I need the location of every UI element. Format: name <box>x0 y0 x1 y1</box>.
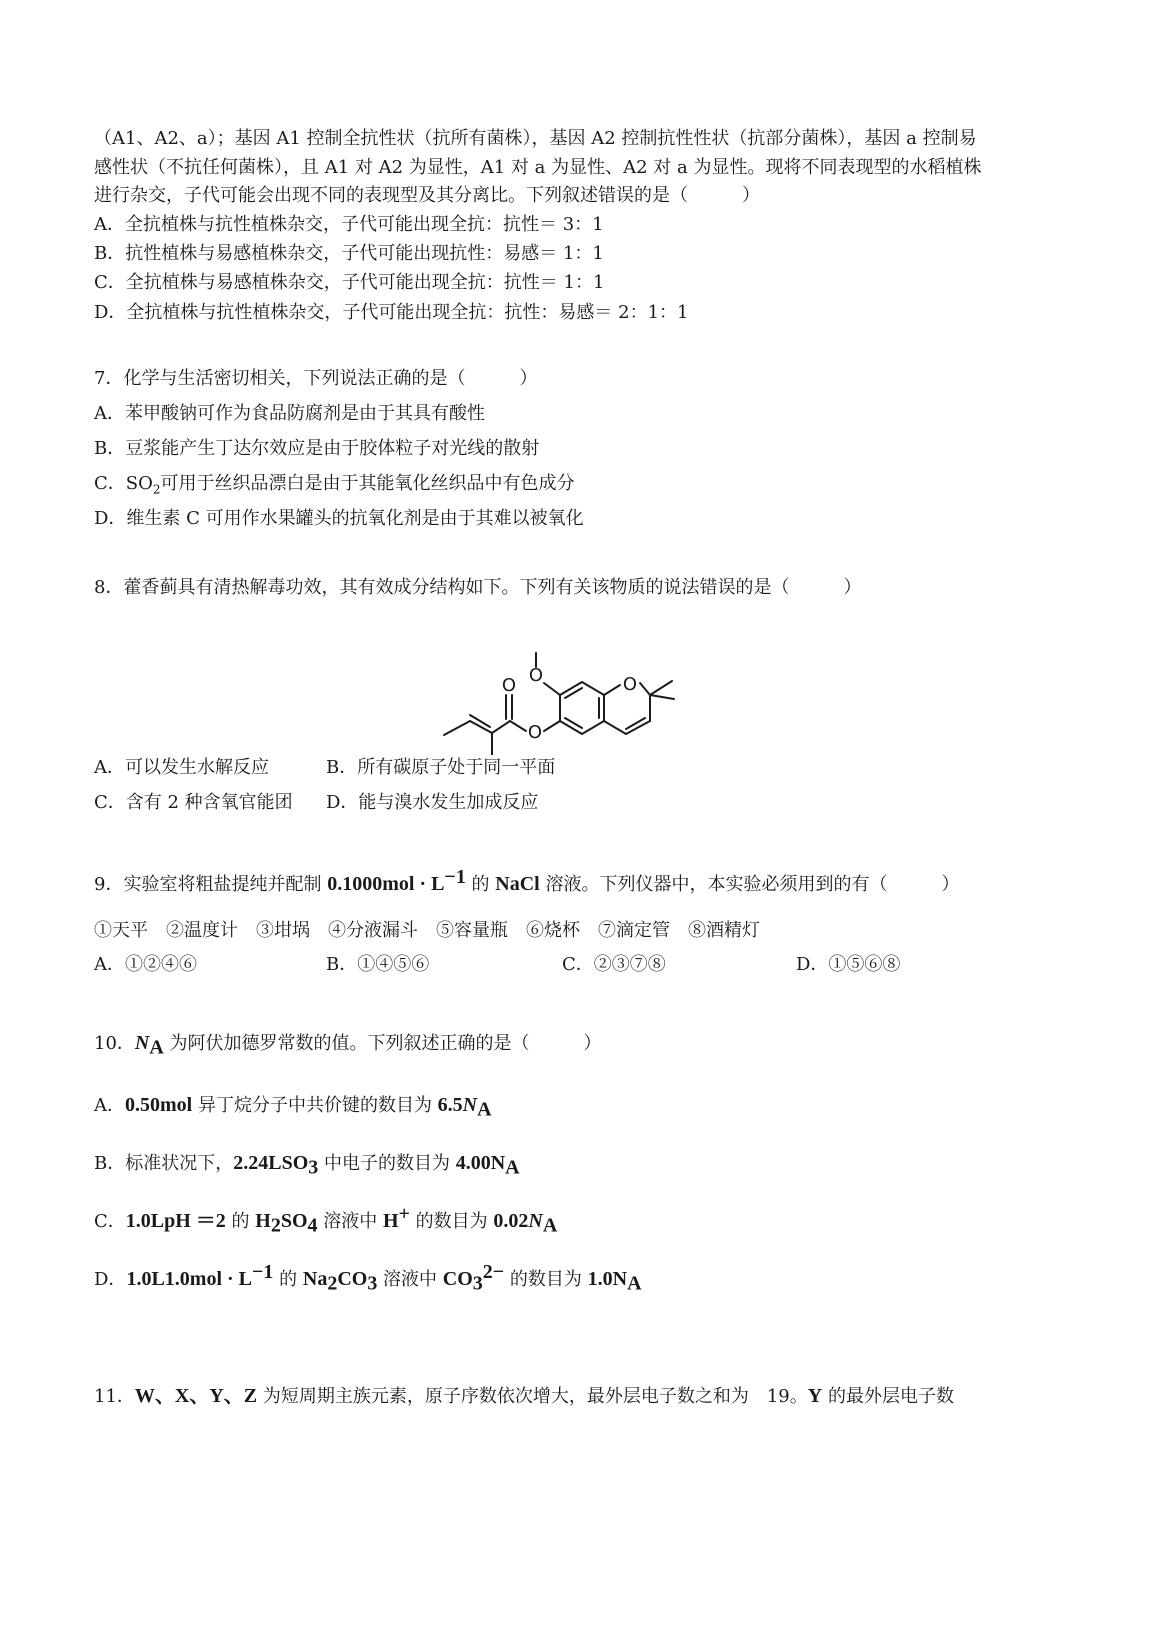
q6-option-b: B．抗性植株与易感植株杂交，子代可能出现抗性：易感＝ 1：1 <box>94 243 604 264</box>
q10-number: 10． <box>94 1033 135 1054</box>
q10-c-value: 0.02 <box>493 1210 529 1232</box>
q7-c-text: C．SO <box>94 473 153 494</box>
q10-d-amount: 1.0L1.0mol · L <box>126 1268 253 1290</box>
q10-c-ion-sup: + <box>398 1203 410 1225</box>
q10-d-salt-2: CO <box>337 1268 368 1290</box>
q11-y: Y <box>807 1385 823 1407</box>
q10-d-text-1: 的 <box>273 1269 303 1290</box>
q10-c-na: N <box>528 1210 543 1232</box>
q10-d-value: 1.0N <box>587 1268 628 1290</box>
q7-option-a: A．苯甲酸钠可作为食品防腐剂是由于其具有酸性 <box>94 403 485 424</box>
q10-b-amount: 2.24LSO <box>233 1152 309 1174</box>
q10-na-sub: A <box>149 1036 164 1059</box>
q10-na: N <box>134 1032 150 1054</box>
q10-c-na-sub: A <box>542 1214 558 1237</box>
q6-option-c: C．全抗植株与易感植株杂交，子代可能出现全抗：抗性＝ 1：1 <box>94 272 605 293</box>
q7-c-text-2: 可用于丝织品漂白是由于其能氧化丝织品中有色成分 <box>160 473 575 494</box>
q10-option-b <box>94 1152 520 1179</box>
q9-option-c: C．②③⑦⑧ <box>562 954 666 975</box>
q9-option-d: D．①⑤⑥⑧ <box>796 954 901 975</box>
q11-text-2: 的最外层电子数 <box>822 1386 954 1407</box>
ring-oxygen-label: O <box>622 674 638 695</box>
q10-c-volume: 1.0LpH ＝2 <box>125 1210 226 1232</box>
q7-option-d: D．维生素 C 可用作水果罐头的抗氧化剂是由于其难以被氧化 <box>94 508 584 529</box>
q10-option-d <box>94 1261 642 1295</box>
q10-c-ion: H <box>382 1210 399 1232</box>
q10-b-label: B．标准状况下， <box>94 1153 234 1174</box>
q7-c-sub: 2 <box>152 482 161 497</box>
q10-c-text-1: 的 <box>225 1211 256 1232</box>
q10-c-acid-sub-1: 2 <box>270 1214 281 1237</box>
q10-d-text-2: 溶液中 <box>377 1269 443 1290</box>
q10-a-amount: 0.50mol <box>125 1094 193 1116</box>
q10-d-label: D． <box>94 1269 127 1290</box>
q10-b-value: 4.00N <box>455 1152 506 1174</box>
q9-concentration-sup: −1 <box>444 866 466 888</box>
q10-d-salt: Na <box>302 1268 328 1290</box>
q6-line-1: （A1、A2、a）；基因 A1 控制全抗性状（抗所有菌株），基因 A2 控制抗性性状（抗部分菌株），基因 a 控制易 <box>94 128 977 149</box>
carbonyl-oxygen-label: O <box>501 675 517 696</box>
q11-text-1: 为短周期主族元素，原子序数依次增大，最外层电子数之和为 19。 <box>257 1386 808 1407</box>
q8-option-a: A．可以发生水解反应 <box>94 757 269 778</box>
q11-stem <box>94 1385 954 1408</box>
q10-c-label: C． <box>94 1211 126 1232</box>
q10-c-acid-sub-2: 4 <box>307 1214 318 1237</box>
q9-stem <box>94 866 960 896</box>
q11-elements: W、X、Y、Z <box>134 1385 258 1407</box>
q10-b-text: 中电子的数目为 <box>318 1153 456 1174</box>
q6-option-a: A．全抗植株与抗性植株杂交，子代可能出现全抗：抗性＝ 3：1 <box>94 214 604 235</box>
q8-option-d: D．能与溴水发生加成反应 <box>326 792 539 813</box>
q10-option-c <box>94 1203 558 1237</box>
q10-a-label: A． <box>94 1095 125 1116</box>
q10-a-value: 6.5 <box>437 1094 463 1116</box>
q8-option-b: B．所有碳原子处于同一平面 <box>326 757 556 778</box>
q10-d-na-sub: A <box>627 1272 642 1295</box>
q10-b-na-sub: A <box>505 1156 520 1179</box>
methoxy-oxygen-label: O <box>528 665 544 686</box>
q10-stem <box>94 1032 602 1059</box>
q10-a-na-sub: A <box>477 1098 492 1121</box>
q10-c-text-3: 的数目为 <box>409 1211 494 1232</box>
q10-d-text-3: 的数目为 <box>504 1269 588 1290</box>
q11-number: 11． <box>94 1386 135 1407</box>
q10-option-a <box>94 1094 492 1121</box>
q10-b-sub: 3 <box>308 1156 319 1179</box>
q6-line-3: 进行杂交，子代可能会出现不同的表现型及其分离比。下列叙述错误的是（ ） <box>94 185 760 206</box>
q10-d-salt-sub-2: 3 <box>367 1272 378 1295</box>
q10-d-sup: −1 <box>252 1261 274 1283</box>
q7-stem: 7．化学与生活密切相关，下列说法正确的是（ ） <box>94 368 538 389</box>
q10-d-ion: CO <box>442 1268 473 1290</box>
q8-option-c: C．含有 2 种含氧官能团 <box>94 792 293 813</box>
q9-stem-text: 9．实验室将粗盐提纯并配制 <box>94 874 328 895</box>
q9-salt: NaCl <box>495 873 540 895</box>
q7-option-b: B．豆浆能产生丁达尔效应是由于胶体粒子对光线的散射 <box>94 438 540 459</box>
q7-option-c <box>94 473 575 495</box>
ester-oxygen-label: O <box>527 722 543 743</box>
q10-d-ion-sub: 3 <box>472 1272 483 1295</box>
ageratochromene-structure <box>440 645 700 755</box>
q10-c-acid: H <box>255 1210 271 1232</box>
q10-d-salt-sub-1: 2 <box>327 1272 338 1295</box>
q10-c-text-2: 溶液中 <box>317 1211 383 1232</box>
q10-c-acid-2: SO <box>280 1210 308 1232</box>
q6-option-d: D．全抗植株与抗性植株杂交，子代可能出现全抗：抗性：易感＝ 2：1：1 <box>94 302 689 323</box>
q6-line-2: 感性状（不抗任何菌株），且 A1 对 A2 为显性，A1 对 a 为显性、A2 对 a 为显性。现将不同表现型的水稻植株 <box>94 157 982 178</box>
q9-concentration: 0.1000mol · L <box>327 873 445 895</box>
q10-d-ion-sup: 2− <box>482 1261 505 1283</box>
q8-stem: 8．藿香蓟具有清热解毒功效，其有效成分结构如下。下列有关该物质的说法错误的是（ ） <box>94 577 862 598</box>
q9-option-a: A．①②④⑥ <box>94 954 197 975</box>
q9-instruments: ①天平 ②温度计 ③坩埚 ④分液漏斗 ⑤容量瓶 ⑥烧杯 ⑦滴定管 ⑧酒精灯 <box>94 920 760 941</box>
q10-stem-text: 为阿伏加德罗常数的值。下列叙述正确的是（ ） <box>163 1033 602 1054</box>
q10-a-na: N <box>462 1094 478 1116</box>
q9-stem-mid: 的 <box>465 874 496 895</box>
q10-a-text: 异丁烷分子中共价键的数目为 <box>192 1095 438 1116</box>
q9-option-b: B．①④⑤⑥ <box>326 954 430 975</box>
q9-stem-post: 溶液。下列仪器中，本实验必须用到的有（ ） <box>539 874 960 895</box>
